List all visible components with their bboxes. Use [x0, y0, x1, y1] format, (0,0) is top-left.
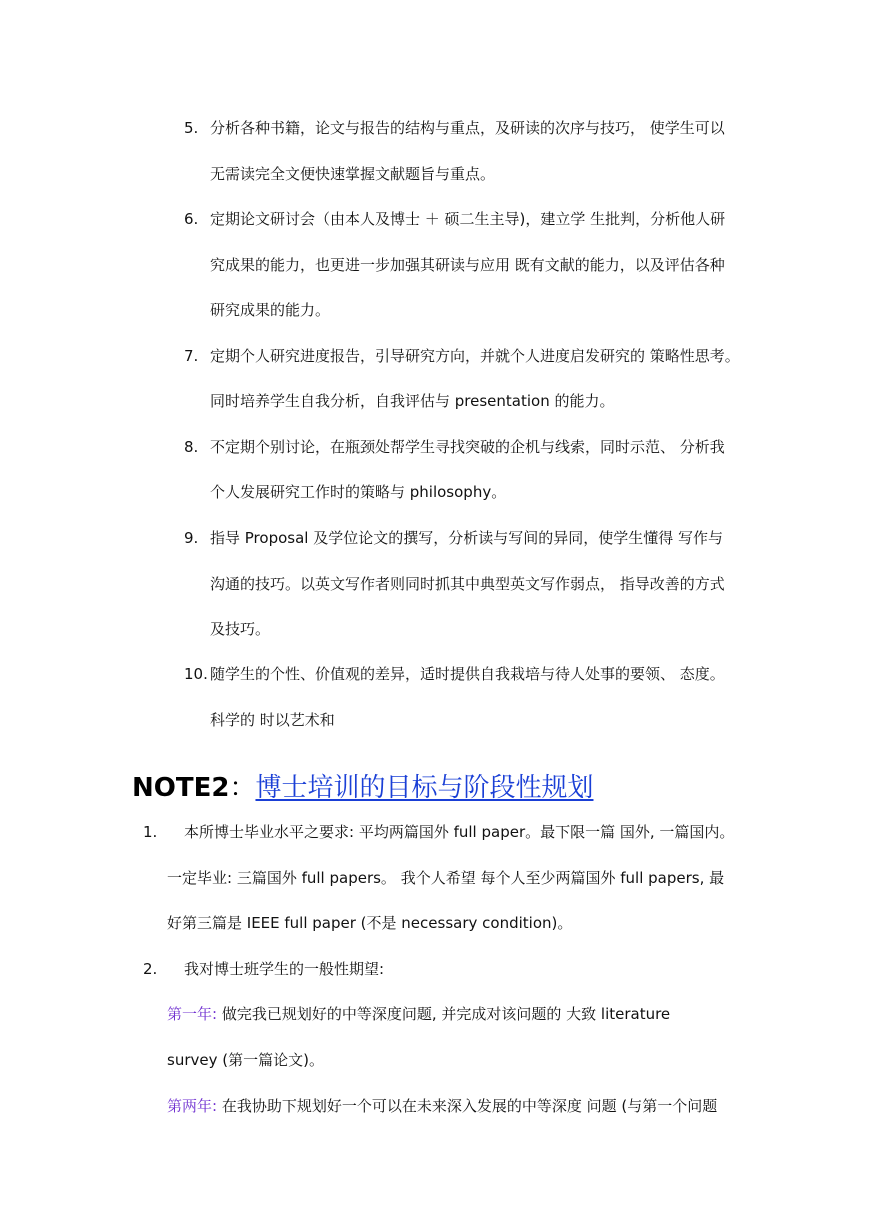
list-item-line: 指导 Proposal 及学位论文的撰写，分析读与写间的异同，使学生懂得 写作与	[210, 529, 723, 547]
list-item-line: 同时培养学生自我分析，自我评估与 presentation 的能力。	[210, 392, 615, 410]
year-text: 在我协助下规划好一个可以在未来深入发展的中等深度 问题 (与第一个问题	[217, 1097, 718, 1115]
list-item-line: 一定毕业: 三篇国外 full papers。 我个人希望 每个人至少两篇国外 full papers, 最	[167, 869, 725, 887]
list-item-line: 个人发展研究工作时的策略与 philosophy。	[210, 483, 507, 501]
list-item-number: 1.	[143, 823, 158, 841]
list-item-number: 8.	[184, 438, 199, 456]
list-item-line: 随学生的个性、价值观的差异，适时提供自我栽培与待人处事的要领、 态度。	[210, 665, 725, 683]
list-item-line: 好第三篇是 IEEE full paper (不是 necessary condition)。	[167, 914, 573, 932]
heading-prefix: NOTE2	[132, 773, 230, 803]
list-item-line: 我对博士班学生的一般性期望:	[184, 960, 385, 978]
list-item-number: 5.	[184, 119, 199, 137]
section-heading	[132, 770, 593, 806]
list-item-line: 研究成果的能力。	[210, 301, 331, 319]
list-item-number: 9.	[184, 529, 199, 547]
heading-link[interactable]: 博士培训的目标与阶段性规划	[255, 773, 594, 803]
list-item-line: 不定期个别讨论，在瓶颈处帮学生寻找突破的企机与线索，同时示范、 分析我	[210, 438, 725, 456]
list-item-line: 本所博士毕业水平之要求: 平均两篇国外 full paper。最下限一篇 国外, 一篇国内。	[184, 823, 735, 841]
year-plan-line: survey (第一篇论文)。	[167, 1051, 324, 1069]
heading-colon: ：	[229, 773, 256, 803]
list-item-line: 及技巧。	[210, 620, 271, 638]
year-text: 做完我已规划好的中等深度问题, 并完成对该问题的 大致 literature	[217, 1005, 671, 1023]
list-item-number: 6.	[184, 210, 199, 228]
list-item-line: 沟通的技巧。以英文写作者则同时抓其中典型英文写作弱点， 指导改善的方式	[210, 575, 725, 593]
list-item-line: 定期个人研究进度报告，引导研究方向，并就个人进度启发研究的 策略性思考。	[210, 347, 740, 365]
list-item-number: 7.	[184, 347, 199, 365]
list-item-number: 10.	[184, 665, 208, 683]
list-item-line: 科学的 时以艺术和	[210, 711, 335, 729]
list-item-line: 定期论文研讨会（由本人及博士 ＋ 硕二生主导)，建立学 生批判，分析他人研	[210, 210, 726, 228]
year-label: 第两年:	[167, 1097, 218, 1115]
list-item-number: 2.	[143, 960, 158, 978]
list-item-line: 究成果的能力，也更进一步加强其研读与应用 既有文献的能力，以及评估各种	[210, 256, 725, 274]
list-item-line: 分析各种书籍，论文与报告的结构与重点，及研读的次序与技巧， 使学生可以	[210, 119, 725, 137]
list-item-line: 无需读完全文便快速掌握文献题旨与重点。	[210, 165, 496, 183]
year-plan-line	[167, 1004, 670, 1024]
year-label: 第一年:	[167, 1005, 218, 1023]
year-plan-line	[167, 1096, 717, 1116]
